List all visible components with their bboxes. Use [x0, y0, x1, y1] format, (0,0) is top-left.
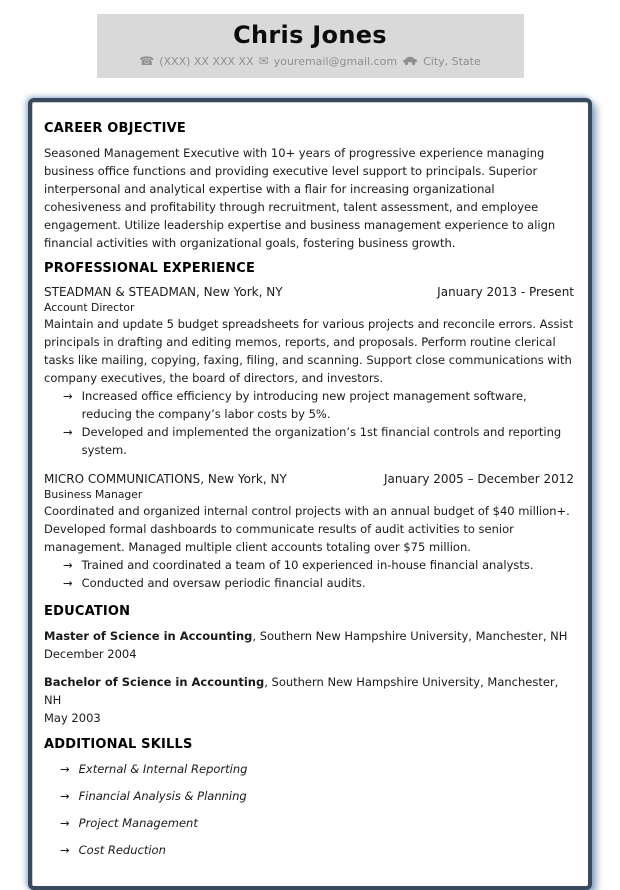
job-dates: January 2005 – December 2012: [383, 471, 574, 486]
contact-line: [105, 55, 516, 68]
section-education: [44, 604, 574, 727]
job-bullet-list: [44, 387, 574, 459]
arrow-bullet-icon: →: [63, 557, 73, 572]
arrow-bullet-icon: →: [60, 761, 70, 776]
skill-item: [44, 841, 574, 859]
job-dates: January 2013 - Present: [437, 284, 574, 299]
section-title: ADDITIONAL SKILLS: [44, 736, 193, 752]
phone-icon: ☎: [139, 54, 155, 69]
section-career-objective: [44, 121, 574, 252]
job-summary: Coordinated and organized internal control projects with an annual budget of $40 million+. Developed formal dashboards to communicate results of audit activities to senior management. Managed multiple client accounts totaling over $75 million.: [44, 503, 570, 554]
section-title: EDUCATION: [44, 603, 131, 619]
skill-text: Cost Reduction: [78, 842, 166, 857]
job-bullet-list: [44, 556, 574, 592]
degree-line: [44, 673, 574, 709]
section-additional-skills: [44, 737, 574, 859]
arrow-bullet-icon: →: [63, 388, 73, 403]
degree-entry: [44, 627, 574, 663]
bullet-text: Conducted and oversaw periodic financial audits.: [81, 575, 366, 590]
job-summary: Maintain and update 5 budget spreadsheets for various projects and reconcile errors. Assist principals in drafting and editing memos, reports, and proposals. Perform routine clerical tasks like mailing, copying, faxing, filing, and scanning. Support close communications with company executives, the board of directors, and investors.: [44, 316, 574, 385]
job-bullet: [44, 574, 574, 592]
degree-details: , Southern New Hampshire University, Manchester, NH: [44, 674, 559, 707]
job-bullet: [44, 387, 574, 423]
job-role: Business Manager: [44, 487, 143, 501]
degree-entry: [44, 673, 574, 727]
phone-number: (XXX) XX XXX XX: [159, 54, 254, 68]
job-bullet: [44, 423, 574, 459]
degree-name: Bachelor of Science in Accounting: [44, 674, 265, 689]
arrow-bullet-icon: →: [63, 575, 73, 590]
job-entry: [44, 471, 574, 592]
arrow-bullet-icon: →: [60, 815, 70, 830]
job-header: [44, 471, 574, 487]
degree-details: , Southern New Hampshire University, Manchester, NH: [252, 628, 568, 643]
job-entry: [44, 284, 574, 459]
skill-text: Financial Analysis & Planning: [78, 788, 247, 803]
arrow-bullet-icon: →: [60, 788, 70, 803]
skill-text: Project Management: [78, 815, 198, 830]
resume-body-frame: [28, 98, 592, 890]
job-header: [44, 284, 574, 300]
bullet-text: Developed and implemented the organization’s 1st financial controls and reporting system.: [81, 424, 562, 457]
job-bullet: [44, 556, 574, 574]
section-professional-experience: [44, 261, 574, 592]
skill-text: External & Internal Reporting: [78, 761, 248, 776]
job-company: STEADMAN & STEADMAN, New York, NY: [44, 284, 283, 299]
section-title: PROFESSIONAL EXPERIENCE: [44, 260, 256, 276]
resume-header: [97, 14, 524, 78]
degree-line: [44, 627, 574, 645]
skill-item: [44, 814, 574, 832]
objective-text: Seasoned Management Executive with 10+ years of progressive experience managing business office functions and providing executive level support to principals. Superior interpersonal and analytical expertise with a flair for increasing organizational cohesiveness and profitability through recruitment, talent assessment, and employee engagement. Utilize leadership expertise and business management experience to align financial activities with organizational goals, fostering business growth.: [44, 145, 556, 250]
bullet-text: Trained and coordinated a team of 10 experienced in-house financial analysts.: [81, 557, 534, 572]
section-title: CAREER OBJECTIVE: [44, 120, 186, 136]
degree-name: Master of Science in Accounting: [44, 628, 253, 643]
car-icon: [402, 56, 418, 66]
skill-item: [44, 787, 574, 805]
job-company: MICRO COMMUNICATIONS, New York, NY: [44, 471, 287, 486]
candidate-name: Chris Jones: [233, 21, 387, 49]
degree-date: December 2004: [44, 646, 137, 661]
skills-list: [44, 760, 574, 859]
bullet-text: Increased office efficiency by introducing new project management software, reducing the company’s labor costs by 5%.: [81, 388, 527, 421]
arrow-bullet-icon: →: [60, 842, 70, 857]
skill-item: [44, 760, 574, 778]
degree-date: May 2003: [44, 710, 101, 725]
arrow-bullet-icon: →: [63, 424, 73, 439]
email-address: youremail@gmail.com: [273, 54, 398, 68]
location-text: City, State: [423, 54, 481, 68]
job-role: Account Director: [44, 300, 135, 314]
envelope-icon: ✉: [258, 54, 269, 69]
